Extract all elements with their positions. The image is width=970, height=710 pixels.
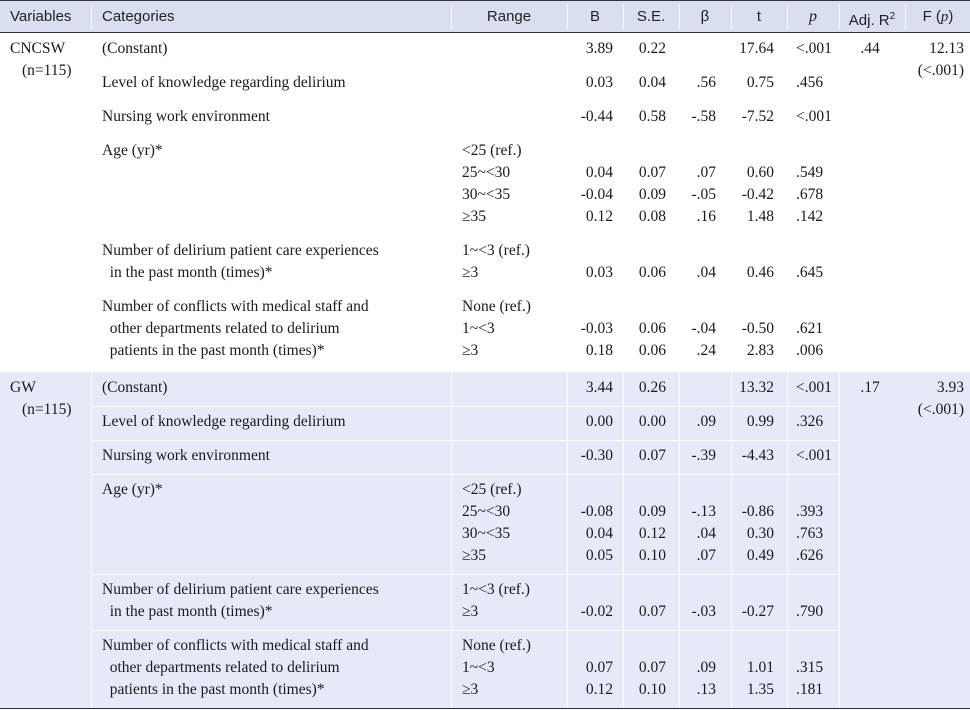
column-separator	[787, 372, 788, 708]
b-value: -0.30	[580, 447, 613, 464]
beta-value: -.04	[691, 320, 716, 337]
t-value: 1.35	[746, 681, 774, 698]
beta-value: -.13	[691, 503, 716, 520]
header-f: F (p)	[922, 8, 954, 25]
b-value: -0.02	[580, 603, 613, 620]
se-value: 0.06	[638, 320, 666, 337]
beta-value: .04	[696, 525, 716, 542]
table-header	[0, 0, 970, 33]
p-value: .181	[796, 681, 824, 698]
t-value: 17.64	[739, 40, 774, 57]
se-value: 0.26	[638, 379, 666, 396]
se-value: 0.00	[638, 413, 666, 430]
group-name: CNCSW	[10, 40, 66, 57]
header-b: B	[589, 8, 600, 25]
se-value: 0.09	[638, 186, 666, 203]
t-value: 0.46	[746, 264, 774, 281]
t-value: -0.50	[741, 320, 774, 337]
b-value: 0.07	[585, 659, 613, 676]
range-value: ≥3	[462, 342, 479, 359]
category-label: Level of knowledge regarding delirium	[102, 413, 346, 430]
category-label: Level of knowledge regarding delirium	[102, 74, 346, 91]
se-value: 0.04	[638, 74, 666, 91]
column-separator	[839, 372, 840, 708]
range-value: None (ref.)	[462, 298, 531, 315]
beta-value: .04	[696, 264, 716, 281]
category-label: other departments related to delirium	[102, 320, 340, 337]
t-value: 1.48	[746, 208, 774, 225]
category-label: patients in the past month (times)*	[102, 681, 325, 698]
adj-r2-value: .17	[860, 379, 880, 396]
f-value: 12.13	[929, 40, 964, 57]
category-label: other departments related to delirium	[102, 659, 340, 676]
t-value: 0.30	[746, 525, 774, 542]
se-value: 0.09	[638, 503, 666, 520]
group-n: (n=115)	[22, 401, 72, 418]
row-separator	[92, 630, 840, 631]
p-value: <.001	[796, 447, 832, 464]
range-value: <25 (ref.)	[462, 142, 522, 159]
b-value: 0.12	[585, 208, 613, 225]
p-value: <.001	[796, 108, 832, 125]
p-value: .393	[796, 503, 824, 520]
category-label: Number of conflicts with medical staff and	[102, 637, 369, 654]
header-variables: Variables	[10, 8, 72, 25]
se-value: 0.58	[638, 108, 666, 125]
header-adj-r2: Adj. $R^2$	[848, 11, 896, 29]
beta-value: .24	[696, 342, 716, 359]
b-value: -0.04	[580, 186, 613, 203]
se-value: 0.10	[638, 681, 666, 698]
se-value: 0.07	[638, 603, 666, 620]
p-value: .621	[796, 320, 824, 337]
t-value: -0.27	[741, 603, 774, 620]
range-value: <25 (ref.)	[462, 481, 522, 498]
se-value: 0.07	[638, 164, 666, 181]
b-value: 0.00	[585, 413, 613, 430]
range-value: 25~<30	[462, 164, 511, 181]
b-value: 3.89	[585, 40, 613, 57]
beta-value: -.58	[691, 108, 716, 125]
b-value: -0.03	[580, 320, 613, 337]
row-separator	[92, 474, 840, 475]
category-label: (Constant)	[102, 379, 168, 396]
range-value: None (ref.)	[462, 637, 531, 654]
f-p-value: (<.001)	[917, 62, 964, 79]
header-t: t	[756, 8, 762, 25]
p-value: .326	[796, 413, 824, 430]
row-separator	[92, 574, 840, 575]
t-value: -0.42	[741, 186, 774, 203]
range-value: ≥3	[462, 603, 479, 620]
range-value: ≥3	[462, 681, 479, 698]
beta-value: -.39	[691, 447, 716, 464]
beta-value: -.05	[691, 186, 716, 203]
beta-value: .13	[696, 681, 716, 698]
f-p-value: (<.001)	[917, 401, 964, 418]
row-separator	[92, 406, 840, 407]
b-value: 0.18	[585, 342, 613, 359]
t-value: 0.99	[746, 413, 774, 430]
se-value: 0.12	[638, 525, 666, 542]
b-value: 0.04	[585, 164, 613, 181]
t-value: 0.49	[746, 547, 774, 564]
group-n: (n=115)	[22, 62, 72, 79]
b-value: 0.04	[585, 525, 613, 542]
p-value: .549	[796, 164, 824, 181]
p-value: .645	[796, 264, 824, 281]
t-value: 2.83	[746, 342, 774, 359]
p-value: <.001	[796, 40, 832, 57]
t-value: -4.43	[741, 447, 774, 464]
se-value: 0.06	[638, 342, 666, 359]
se-value: 0.07	[638, 659, 666, 676]
p-value: .315	[796, 659, 824, 676]
header-beta: β	[700, 8, 710, 25]
p-value: .626	[796, 547, 824, 564]
category-label: patients in the past month (times)*	[102, 342, 325, 359]
category-label: in the past month (times)*	[102, 603, 273, 620]
b-value: 0.03	[585, 74, 613, 91]
beta-value: .09	[696, 413, 716, 430]
row-separator	[92, 440, 840, 441]
column-separator	[91, 372, 92, 708]
range-value: ≥35	[462, 208, 487, 225]
p-value: .763	[796, 525, 824, 542]
t-value: 0.60	[746, 164, 774, 181]
range-value: 30~<35	[462, 525, 511, 542]
category-label: Age (yr)*	[102, 481, 163, 498]
se-value: 0.06	[638, 264, 666, 281]
range-value: 1~<3 (ref.)	[462, 581, 530, 598]
category-label: Nursing work environment	[102, 447, 270, 464]
category-label: Number of delirium patient care experiences	[102, 242, 379, 259]
range-value: 1~<3 (ref.)	[462, 242, 530, 259]
f-value: 3.93	[936, 379, 964, 396]
b-value: -0.44	[580, 108, 613, 125]
b-value: 3.44	[585, 379, 613, 396]
category-label: Number of delirium patient care experiences	[102, 581, 379, 598]
category-label: Nursing work environment	[102, 108, 270, 125]
bottom-rule	[0, 708, 970, 709]
range-value: 1~<3	[462, 320, 495, 337]
p-value: .006	[796, 342, 824, 359]
range-value: 25~<30	[462, 503, 511, 520]
beta-value: -.03	[691, 603, 716, 620]
t-value: -7.52	[741, 108, 774, 125]
b-value: 0.05	[585, 547, 613, 564]
t-value: 1.01	[746, 659, 774, 676]
category-label: Number of conflicts with medical staff and	[102, 298, 369, 315]
se-value: 0.10	[638, 547, 666, 564]
se-value: 0.22	[638, 40, 666, 57]
header-p: p	[809, 8, 817, 25]
beta-value: .07	[696, 164, 716, 181]
p-value: .142	[796, 208, 824, 225]
beta-value: .56	[696, 74, 716, 91]
adj-r2-value: .44	[860, 40, 880, 57]
p-value: .456	[796, 74, 824, 91]
category-label: Age (yr)*	[102, 142, 163, 159]
b-value: -0.08	[580, 503, 613, 520]
p-value: .790	[796, 603, 824, 620]
beta-value: .09	[696, 659, 716, 676]
column-separator	[451, 372, 452, 708]
t-value: 13.32	[739, 379, 774, 396]
b-value: 0.12	[585, 681, 613, 698]
b-value: 0.03	[585, 264, 613, 281]
header-se: S.E.	[636, 8, 666, 25]
group-name: GW	[10, 379, 36, 396]
beta-value: .07	[696, 547, 716, 564]
t-value: -0.86	[741, 503, 774, 520]
range-value: 30~<35	[462, 186, 511, 203]
header-range: Range	[486, 8, 532, 25]
se-value: 0.08	[638, 208, 666, 225]
category-label: (Constant)	[102, 40, 168, 57]
beta-value: .16	[696, 208, 716, 225]
range-value: ≥35	[462, 547, 487, 564]
t-value: 0.75	[746, 74, 774, 91]
range-value: ≥3	[462, 264, 479, 281]
se-value: 0.07	[638, 447, 666, 464]
range-value: 1~<3	[462, 659, 495, 676]
p-value: <.001	[796, 379, 832, 396]
header-categories: Categories	[102, 8, 175, 25]
category-label: in the past month (times)*	[102, 264, 273, 281]
p-value: .678	[796, 186, 824, 203]
